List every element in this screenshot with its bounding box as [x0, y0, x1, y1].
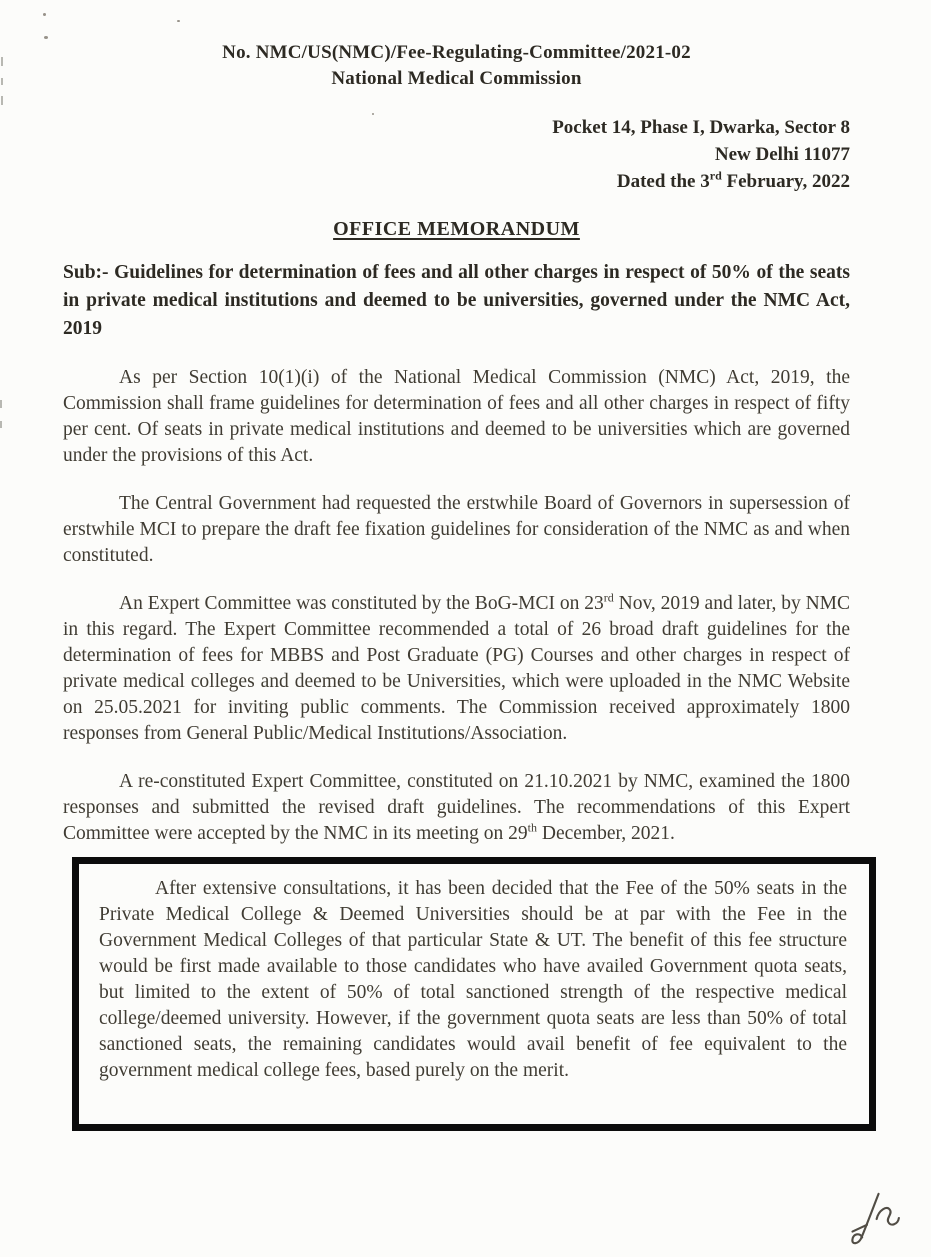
date-line — [63, 168, 850, 195]
organization-name: National Medical Commission — [331, 68, 582, 89]
scan-speck — [43, 13, 46, 16]
scan-speck — [372, 113, 374, 115]
text-run: A re-constituted Expert Committee, constituted on 21.10.2021 by NMC, examined the 1800 responses and submitted the revised draft guidelines. The recommendations of this Expert Committee were accepted by the NMC in its meeting on 29 — [63, 771, 850, 844]
text-run: The Central Government had requested the erstwhile Board of Governors in supersession of erstwhile MCI to prepare the draft fee fixation guidelines for consideration of the NMC as and when constituted. — [63, 493, 850, 566]
text-run: As per Section 10(1)(i) of the National Medical Commission (NMC) Act, 2019, the Commission shall frame guidelines for determination of fees and all other charges in respect of fifty per cent. Of seats in private medical institutions and deemed to be universities which are governed under the provisions of this Act. — [63, 367, 850, 466]
document-title: OFFICE MEMORANDUM — [333, 218, 580, 240]
paragraph-3 — [63, 591, 850, 747]
paragraph-2 — [63, 491, 850, 569]
ordinal-superscript: rd — [709, 168, 722, 183]
text-run: December, 2021. — [536, 823, 675, 844]
text-run: An Expert Committee was constituted by the BoG-MCI on 23 — [119, 593, 604, 614]
reference-number: No. NMC/US(NMC)/Fee-Regulating-Committee/2021-02 — [222, 42, 691, 63]
scan-speck — [177, 20, 180, 22]
scan-edge-mark — [1, 57, 3, 66]
scan-speck — [44, 36, 48, 39]
paragraph-1 — [63, 365, 850, 469]
address-line-2: New Delhi 11077 — [714, 144, 850, 165]
scan-edge-mark — [0, 421, 2, 428]
ordinal-superscript: th — [527, 820, 537, 835]
text-run: Dated the 3 — [616, 171, 710, 192]
boxed-paragraph: After extensive consultations, it has been decided that the Fee of the 50% seats in the Private Medical College & Deemed Universities should be at par with the Fee in the Government Medical Colleges of that particular State & UT. The benefit of this fee structure would be first made available to those candidates who have availed Government quota seats, but limited to the extent of 50% of total sanctioned strength of the respective medical college/deemed university. However, if the government quota seats are less than 50% of total sanctioned seats, the remaining candidates would avail benefit of fee equivalent to the government medical college fees, based purely on the merit. — [99, 878, 847, 1081]
scan-edge-mark — [0, 400, 2, 408]
address-block — [63, 114, 850, 195]
subject-line: Sub:- Guidelines for determination of fees and all other charges in respect of 50% of the seats in private medical institutions and deemed to be universities, governed under the NMC Act, 2019 — [63, 262, 850, 339]
scan-edge-mark — [1, 96, 3, 105]
highlight-box — [72, 857, 876, 1131]
text-run: February, 2022 — [721, 171, 850, 192]
signature-initials-scribble — [832, 1190, 900, 1248]
ordinal-superscript: rd — [603, 590, 614, 605]
scan-edge-mark — [1, 78, 3, 85]
paragraph-4 — [63, 769, 850, 847]
text-run: Nov, 2019 and later, by NMC in this regard. The Expert Committee recommended a total of 26 broad draft guidelines for the determination of fees for MBBS and Post Graduate (PG) Courses and other charges in respect of private medical colleges and deemed to be Universities, which were uploaded in the NMC Website on 25.05.2021 for inviting public comments. The Commission received approximately 1800 responses from General Public/Medical Institutions/Association. — [63, 593, 850, 744]
address-line-1: Pocket 14, Phase I, Dwarka, Sector 8 — [552, 117, 850, 138]
